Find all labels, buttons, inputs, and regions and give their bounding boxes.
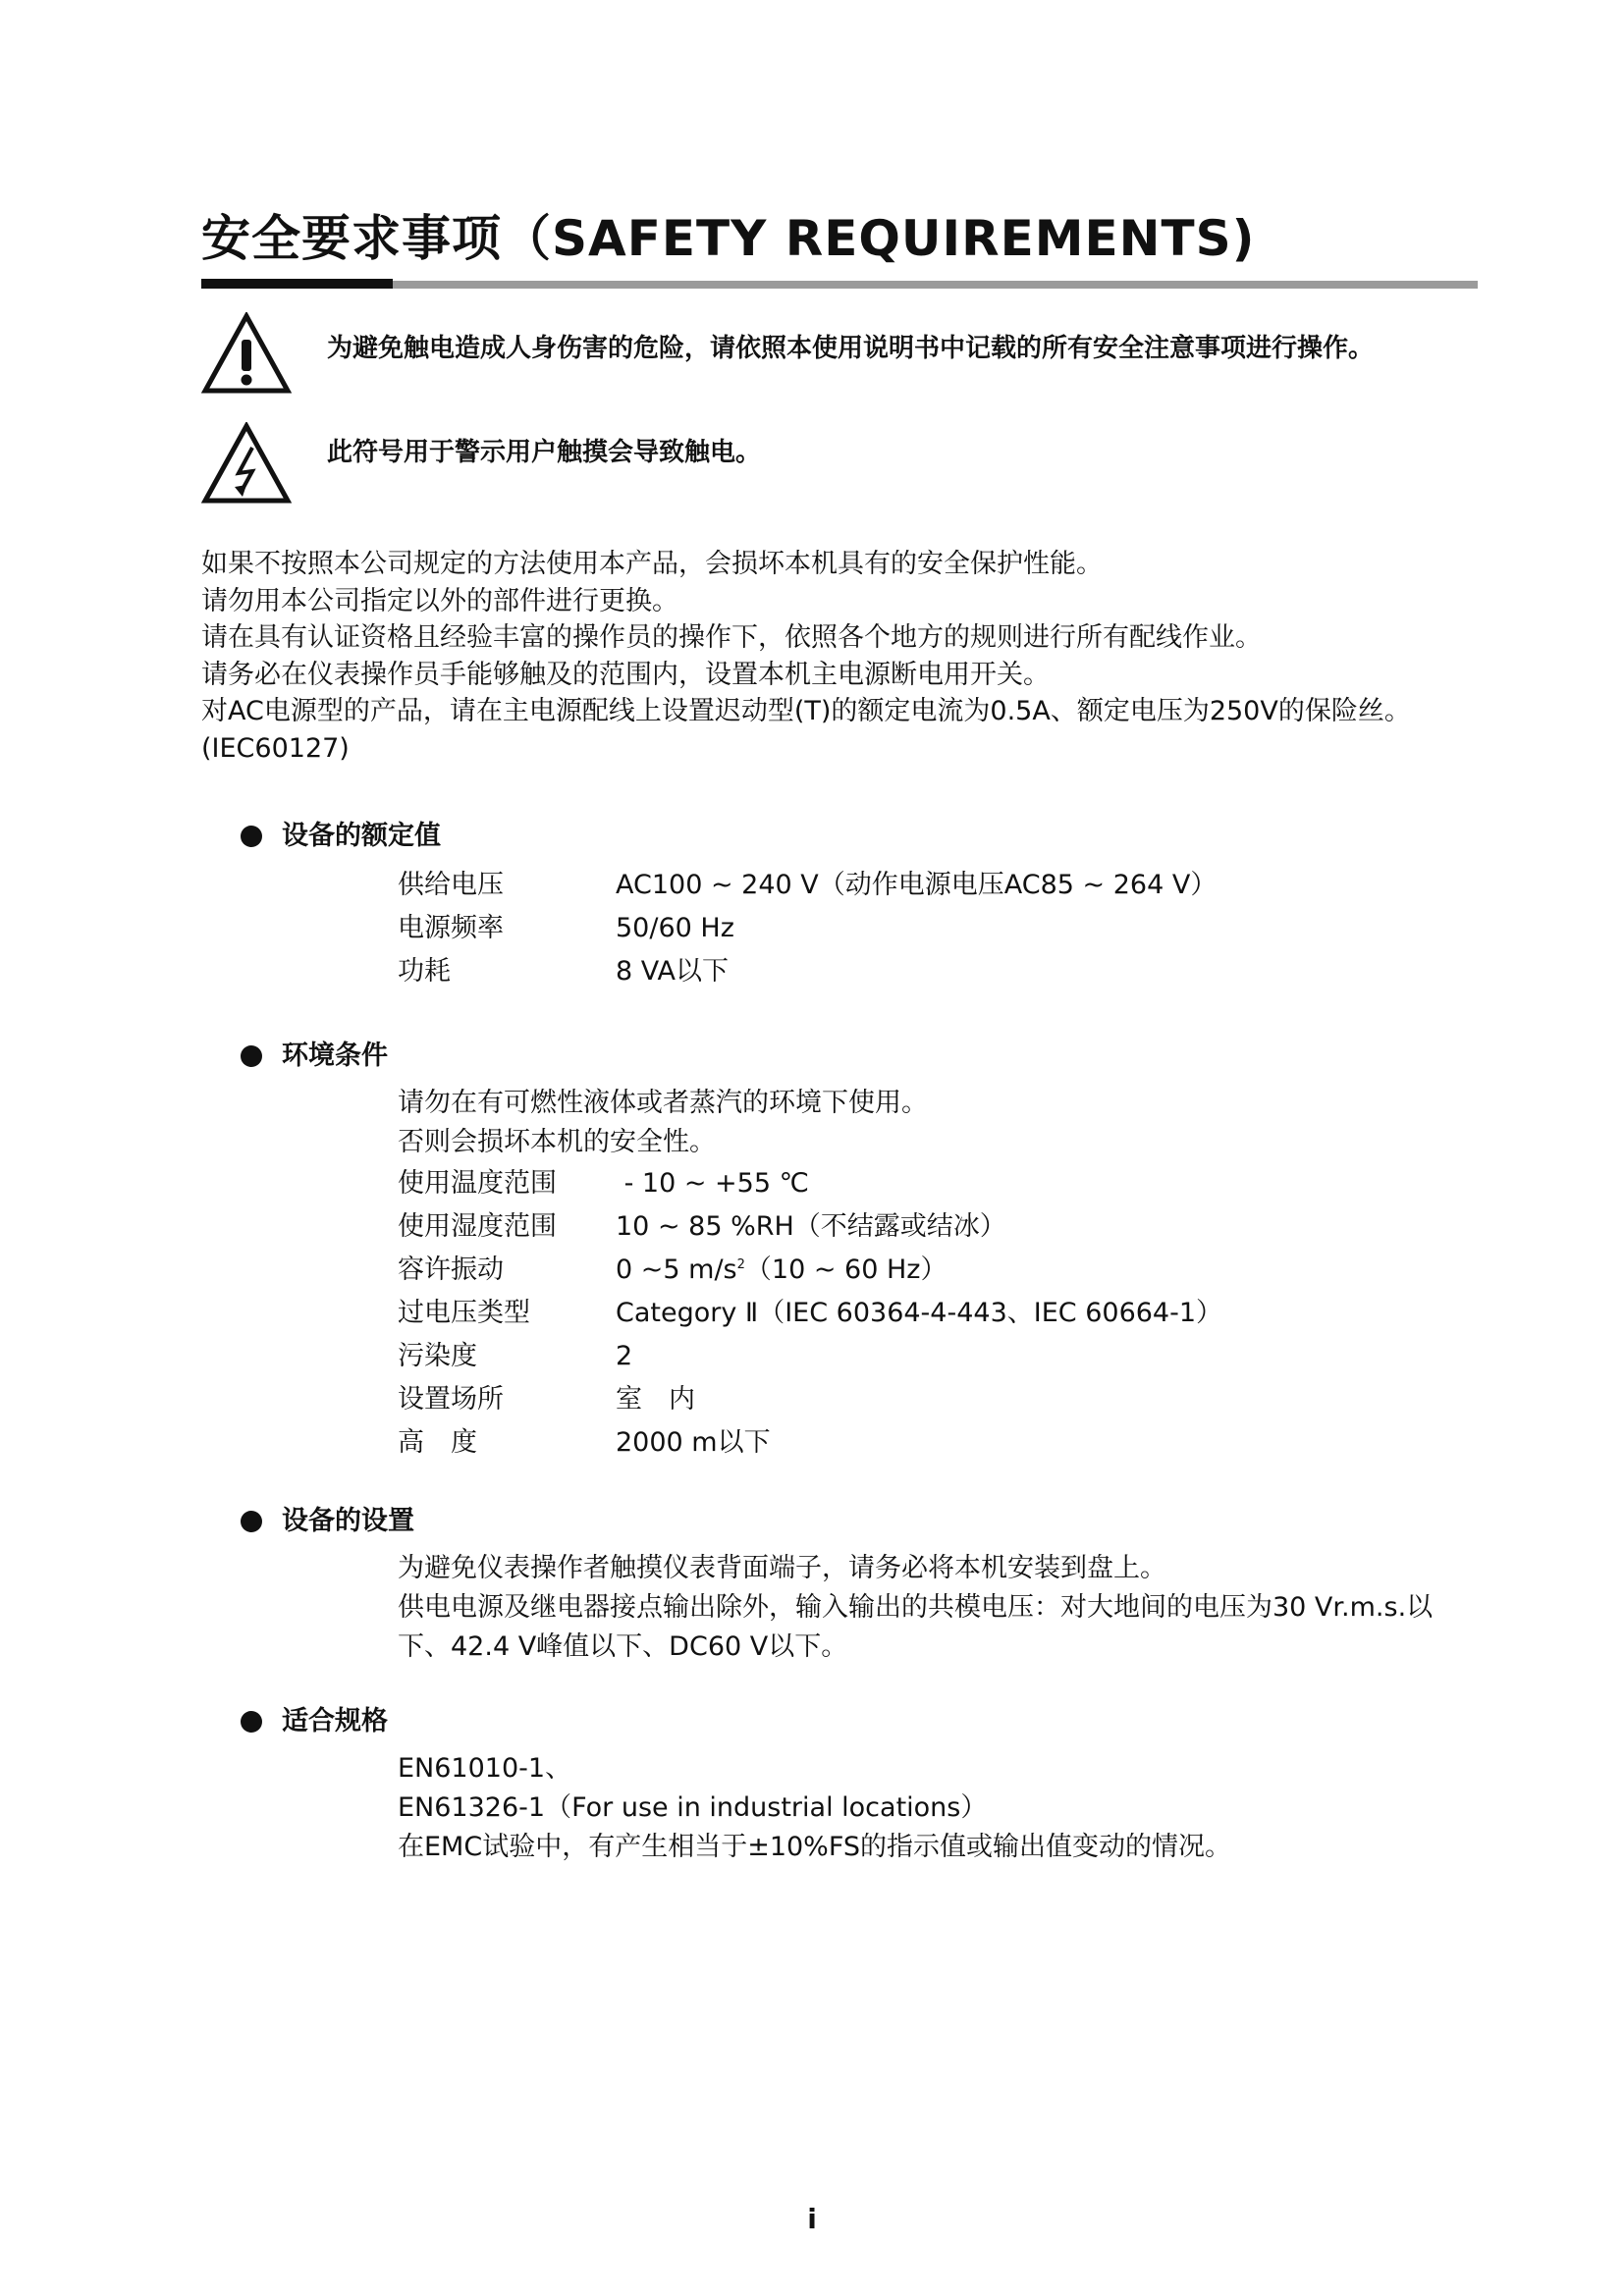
bullet-icon [241, 1511, 262, 1532]
section-installation [241, 1502, 1478, 1667]
intro-line: 请在具有认证资格且经验丰富的操作员的操作下，依照各个地方的规则进行所有配线作业。 [201, 622, 1262, 653]
spec-label: 使用湿度范围 [398, 1211, 557, 1242]
page-number: i [807, 2203, 817, 2235]
installation-line: 供电电源及继电器接点输出除外，输入输出的共模电压：对大地间的电压为30 Vr.m.s.以 [398, 1592, 1434, 1623]
spec-value: 50/60 Hz [616, 913, 734, 943]
spec-value: 10 ~ 85 %RH（不结露或结冰） [616, 1211, 1006, 1242]
spec-row [398, 1378, 1478, 1421]
intro-line: (IEC60127) [201, 732, 350, 764]
section-title: 设备的额定值 [282, 821, 441, 851]
spec-label: 过电压类型 [398, 1298, 530, 1328]
spec-row [398, 1205, 1478, 1249]
title-underline-grey [393, 281, 1478, 289]
spec-label: 容许振动 [398, 1255, 504, 1285]
spec-row [398, 907, 1478, 950]
spec-row [398, 1292, 1478, 1335]
title-underline-dark [201, 279, 393, 289]
spec-label: 功耗 [398, 956, 451, 987]
vibration-value: 0 ~5 m/s [616, 1255, 737, 1285]
spec-row [398, 1421, 1478, 1465]
section-title: 适合规格 [282, 1706, 388, 1736]
warning-general-text: 为避免触电造成人身伤害的危险，请依照本使用说明书中记载的所有安全注意事项进行操作。 [327, 334, 1375, 363]
environment-note: 请勿在有可燃性液体或者蒸汽的环境下使用。 [398, 1088, 928, 1118]
spec-row [398, 950, 1478, 993]
spec-row [398, 1249, 1478, 1292]
section-title: 环境条件 [282, 1041, 388, 1071]
section-environment [241, 1037, 1478, 1465]
vibration-range: （10 ~ 60 Hz） [744, 1255, 947, 1285]
spec-label: 电源频率 [398, 913, 504, 943]
spec-label: 供给电压 [398, 870, 504, 900]
spec-label: 污染度 [398, 1341, 477, 1371]
spec-row [398, 864, 1478, 907]
spec-value: 2000 m以下 [616, 1427, 771, 1458]
standard-line: EN61326-1（For use in industrial locations） [398, 1792, 988, 1823]
section-rating [241, 817, 1478, 993]
bullet-icon [241, 1711, 262, 1733]
intro-line: 请务必在仪表操作员手能够触及的范围内，设置本机主电源断电用开关。 [201, 659, 1050, 690]
intro-line: 如果不按照本公司规定的方法使用本产品，会损坏本机具有的安全保护性能。 [201, 549, 1103, 579]
installation-line: 下、42.4 V峰值以下、DC60 V以下。 [398, 1631, 848, 1662]
intro-line: 请勿用本公司指定以外的部件进行更换。 [201, 585, 678, 616]
bullet-icon [241, 1045, 262, 1067]
standard-line: EN61010-1、 [398, 1753, 572, 1784]
spec-value: AC100 ~ 240 V（动作电源电压AC85 ~ 264 V） [616, 870, 1218, 900]
section-title: 设备的设置 [282, 1506, 414, 1536]
installation-line: 为避免仪表操作者触摸仪表背面端子，请务必将本机安装到盘上。 [398, 1553, 1166, 1583]
spec-row [398, 1335, 1478, 1378]
warning-shock-text: 此符号用于警示用户触摸会导致触电。 [327, 438, 762, 467]
spec-value: 2 [616, 1341, 633, 1371]
spec-value: 8 VA以下 [616, 956, 729, 987]
environment-note: 否则会损坏本机的安全性。 [398, 1127, 716, 1157]
spec-label: 设置场所 [398, 1384, 504, 1415]
spec-value: Category Ⅱ（IEC 60364-4-443、IEC 60664-1） [616, 1298, 1223, 1328]
spec-row [398, 1162, 1478, 1205]
section-standards [241, 1702, 1478, 1867]
caution-triangle-icon [201, 312, 292, 395]
spec-value [616, 1249, 947, 1292]
electric-shock-triangle-icon [201, 422, 292, 505]
title-underline [201, 279, 1478, 289]
vibration-exponent: 2 [736, 1257, 745, 1272]
page-title: 安全要求事项（SAFETY REQUIREMENTS) [201, 210, 1256, 267]
spec-label: 高 度 [398, 1427, 477, 1458]
bullet-icon [241, 826, 262, 847]
spec-label: 使用温度范围 [398, 1168, 557, 1199]
standard-line: 在EMC试验中，有产生相当于±10%FS的指示值或输出值变动的情况。 [398, 1832, 1232, 1862]
intro-line: 对AC电源型的产品，请在主电源配线上设置迟动型(T)的额定电流为0.5A、额定电压为250V的保险丝。 [201, 696, 1411, 726]
spec-value: - 10 ~ +55 ℃ [616, 1168, 809, 1199]
intro-paragraph [201, 546, 1478, 767]
spec-value: 室 内 [616, 1384, 695, 1415]
